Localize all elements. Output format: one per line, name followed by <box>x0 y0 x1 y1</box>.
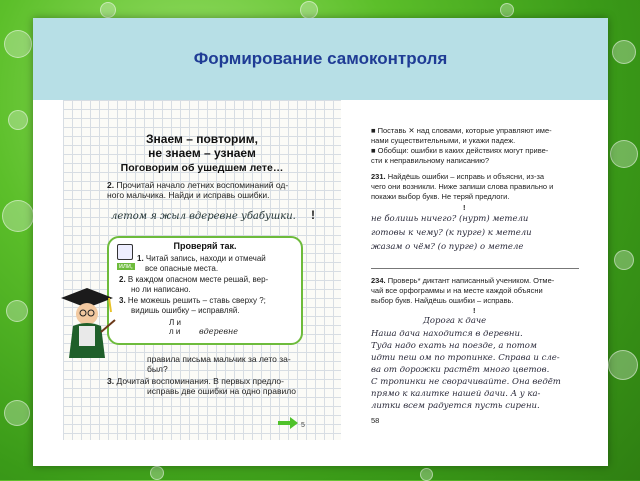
task-question-line2: был? <box>147 364 168 374</box>
task2-text2: ного мальчика. Найди и исправь ошибки. <box>107 190 270 200</box>
example-word: вдеревне <box>199 327 238 336</box>
dictation-line5: С тропинки не сворачивайте. Она ведёт <box>371 377 561 387</box>
task234-text3: выбор букв. Найдёшь ошибки – исправь. <box>371 296 514 305</box>
example-mid: л и <box>169 327 181 336</box>
step2 <box>119 275 268 285</box>
dictation-line7: литки всем радуется пусть сирени. <box>371 401 540 411</box>
task231-mark: ! <box>463 203 466 212</box>
bullet2-line1: ■ Обобщи: ошибки в каких действиях могут приве- <box>371 146 549 155</box>
right-page-number: 58 <box>371 416 380 425</box>
step1 <box>137 254 266 264</box>
dictation-line2: Туда надо ехать на поезде, а потом <box>371 341 537 351</box>
task3-line1 <box>107 376 284 386</box>
task231-text2: чего они возникли. Ниже запиши слова правильно и <box>371 182 554 191</box>
task2-text1: Прочитай начало летних воспоминаний од- <box>116 180 289 190</box>
dictation-line4: ва от дорожки растёт много цветов. <box>371 365 550 375</box>
task231-number: 231. <box>371 172 386 181</box>
task231-line1 <box>371 172 581 182</box>
dictation-title: Дорога к даче <box>423 316 487 326</box>
bullet2-line2: сти к неправильному написанию? <box>371 156 489 165</box>
step3-text: Не можешь решить – ставь сверху ?; <box>127 296 266 305</box>
exclamation-mark: ! <box>311 208 315 222</box>
task-question-line1: правила письма мальчик за лето за- <box>147 354 291 364</box>
title-bar <box>33 18 608 100</box>
task3-number: 3. <box>107 376 115 386</box>
handwritten-sentence: летом я жыл вдеревне убабушки. <box>111 211 296 222</box>
task234-line1 <box>371 276 581 286</box>
slide-title: Формирование самоконтроля <box>193 49 448 68</box>
divider-line <box>371 268 579 269</box>
dictation-line1: Наша дача находится в деревни. <box>371 329 523 339</box>
task231-handwriting1: не болишь ничего? (нурт) метели <box>371 214 529 224</box>
heading-dont-know: не знаем – узнаем <box>148 146 256 160</box>
task234-number: 234. <box>371 276 386 285</box>
bullet1-line1: ■ Поставь ✕ над словами, которые управляют имe- <box>371 126 552 135</box>
heading-summer: Поговорим об ушедшем лете… <box>120 162 284 174</box>
task2-line1 <box>107 180 288 190</box>
slide <box>33 18 608 466</box>
step2-number: 2. <box>119 275 126 284</box>
task234-text1: Проверь* диктант написанный учеником. Отме- <box>387 276 555 285</box>
step3 <box>119 296 266 306</box>
right-page <box>363 118 583 448</box>
step1-badge: или, <box>119 263 133 270</box>
task231-text1: Найдёшь ошибки – исправь и объясни, из-за <box>387 172 545 181</box>
step3-text2: видишь ошибку – исправляй. <box>131 306 240 315</box>
task231-text3: покажи выбор букв. Не теряй предлоги. <box>371 192 510 201</box>
task2-number: 2. <box>107 180 115 190</box>
step2-text2: но ли написано. <box>131 285 191 294</box>
step3-number: 3. <box>119 296 126 305</box>
step2-text: В каждом опасном месте решай, вер- <box>127 275 269 284</box>
left-page-number: 5 <box>301 422 305 429</box>
dictation-line3: идти пеш ом по тропинке. Справа и сле- <box>371 353 560 363</box>
left-page <box>63 100 341 440</box>
heading-know: Знаем – повторим, <box>146 132 258 146</box>
check-title: Проверяй так. <box>173 241 237 251</box>
task231-handwriting2: готовы к чему? (к пурге) к метели <box>371 228 532 238</box>
task3-text1: Дочитай воспоминания. В первых предло- <box>116 376 284 386</box>
task231-handwriting3: жазам о чём? (о пурге) о метеле <box>371 242 524 252</box>
task234-text2: чай все орфограммы и на месте каждой объясни <box>371 286 543 295</box>
task3-text2: исправь две ошибки на одно правило <box>147 386 296 396</box>
check-instructions-box <box>107 236 303 345</box>
green-arrow-icon <box>278 416 298 434</box>
teacher-mascot-icon <box>53 280 121 360</box>
task234-mark: ! <box>473 306 476 315</box>
dictation-line6: прямо к калитке нашей дачи. А у ка- <box>371 389 541 399</box>
step1-number: 1. <box>137 254 144 263</box>
bullet1-line2: нами существительными, и укажи падеж. <box>371 136 516 145</box>
step1-text2: все опасные места. <box>145 264 219 273</box>
example-top: Л и <box>169 318 181 327</box>
step1-text: Читай запись, находи и отмечай <box>145 254 266 263</box>
